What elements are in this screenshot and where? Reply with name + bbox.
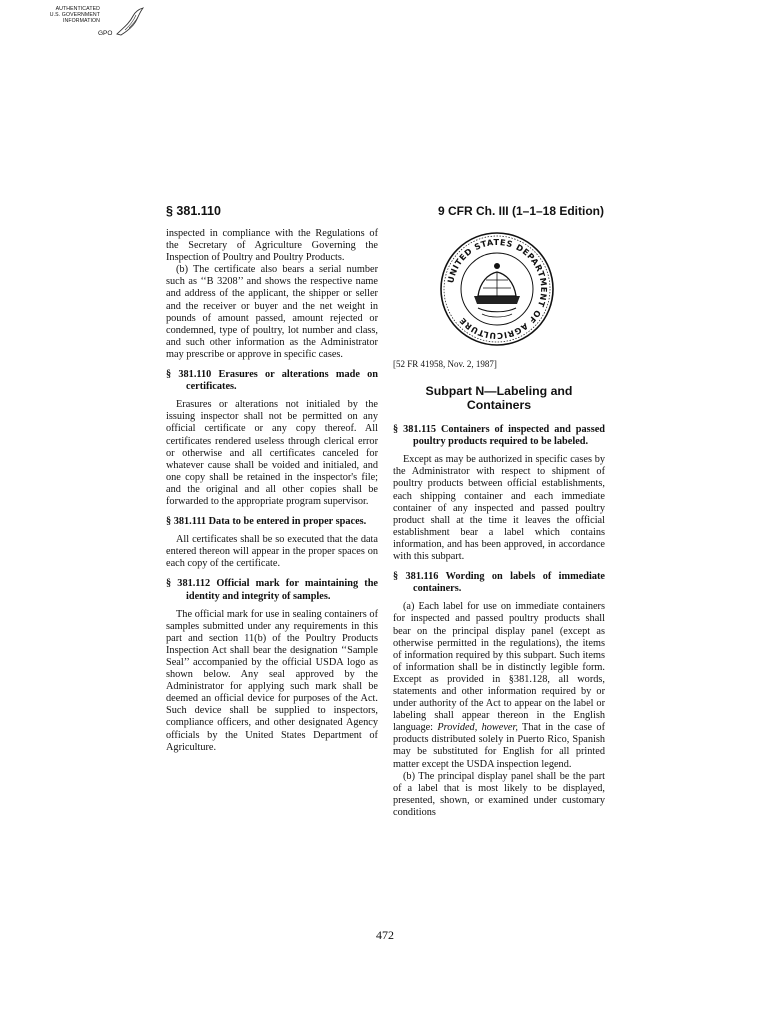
section-381-110-body: Erasures or alterations not initialed by the issuing inspector shall not be permitted on any official certificate or any copy thereof. All certificates rendered useless through clerical error or otherwise and all certificates canceled for whatever cause shall be voided and initialed, and one copy shall be retained in the inspector's file; and the original and all other copies shall be forwarded to the appropriate program supervisor.	[166, 399, 378, 507]
paragraph-a-text-2: That in the case of products distributed solely in Puerto Rico, Spanish may be substituted for English for all printed matter except the USDA inspection legend.	[393, 722, 605, 770]
gpo-mark: GPO	[98, 30, 113, 37]
paragraph-continued: inspected in compliance with the Regulations of the Secretary of Agriculture Governing the Inspection of Poultry and Poultry Products.	[166, 228, 378, 264]
left-column	[166, 228, 378, 754]
subpart-heading-line-2: Containers	[466, 398, 532, 413]
gpo-line-2: U.S. GOVERNMENT	[49, 12, 100, 18]
section-381-115-body: Except as may be authorized in specific cases by the Administrator with respect to shipment of poultry products between official establishments, each shipping container and each immediate container of any inspected and passed poultry product shall at the time it leaves the official establishment bear a label which contains information, and has been approved, in accordance with this subpart.	[393, 454, 605, 563]
section-381-116-paragraph-b: (b) The principal display panel shall be the part of a label that is most likely to be displayed, presented, shown, or examined under customary conditions	[393, 770, 605, 818]
usda-seal-icon	[438, 230, 556, 348]
subpart-heading	[393, 384, 605, 412]
citation: [52 FR 41958, Nov. 2, 1987]	[393, 359, 497, 369]
eagle-icon	[115, 6, 145, 38]
usda-seal-figure	[393, 230, 605, 352]
running-head-edition: 9 CFR Ch. III (1–1–18 Edition)	[437, 204, 604, 218]
section-381-116-heading: § 381.116 Wording on labels of immediate containers.	[393, 571, 605, 595]
section-381-115-heading: § 381.115 Containers of inspected and passed poultry products required to be labeled.	[393, 424, 605, 448]
running-head-section: § 381.110	[166, 204, 221, 218]
gpo-line-1: AUTHENTICATED	[55, 6, 100, 12]
right-column	[393, 228, 605, 819]
gpo-line-3: INFORMATION	[62, 18, 100, 24]
section-381-110-heading: § 381.110 Erasures or alterations made on certificates.	[166, 369, 378, 393]
paragraph-b: (b) The certificate also bears a serial number such as ‘‘B 3208’’ and shows the respective name and address of the applicant, the shipper or seller and the receiver or buyer and the net weight in pounds of amount passed, amount rejected or condemned, type of poultry, lot number and class, and such other information as the Administrator may prescribe or approve in specific cases.	[166, 264, 378, 360]
gpo-authentication-text	[20, 6, 100, 24]
section-381-111-heading: § 381.111 Data to be entered in proper spaces.	[166, 516, 367, 528]
subpart-heading-line-1: Subpart N—Labeling and	[425, 384, 573, 399]
page-number: 472	[376, 928, 394, 942]
section-381-112-heading: § 381.112 Official mark for maintaining the identity and integrity of samples.	[166, 578, 378, 602]
section-381-112-body: The official mark for use in sealing containers of samples submitted under any requirements in this part and section 11(b) of the Poultry Products Inspection Act shall bear the designation ‘‘Sample Seal’’ accompanied by the official USDA logo as shown below. Any seal approved by the Administrator for applying such mark shall be deemed an official device for purposes of the Act. Such device shall be supplied to inspectors, compliance officers, and other designated Agency officials by the United States Department of Agriculture.	[166, 608, 378, 753]
paragraph-a-italic: Provided, however,	[437, 722, 518, 734]
seal-text: UNITED STATES DEPARTMENT OF AGRICULTURE	[445, 236, 550, 342]
section-381-111-body: All certificates shall be so executed that the data entered thereon will appear in the proper spaces on each copy of the certificate.	[166, 534, 378, 570]
gpo-authentication-logo	[20, 6, 145, 46]
section-381-116-paragraph-a	[393, 601, 605, 770]
paragraph-a-text-1: (a) Each label for use on immediate containers for inspected and passed poultry products shall bear on the principal display panel (except as otherwise permitted in the regulations), the items of information required by this subpart. Such items of information shall be in distinctly legible form. Except as provided in §381.128, all words, statements and other information required by or under authority of the Act to appear on the label or labeling shall appear thereon in the English language:	[393, 601, 605, 734]
